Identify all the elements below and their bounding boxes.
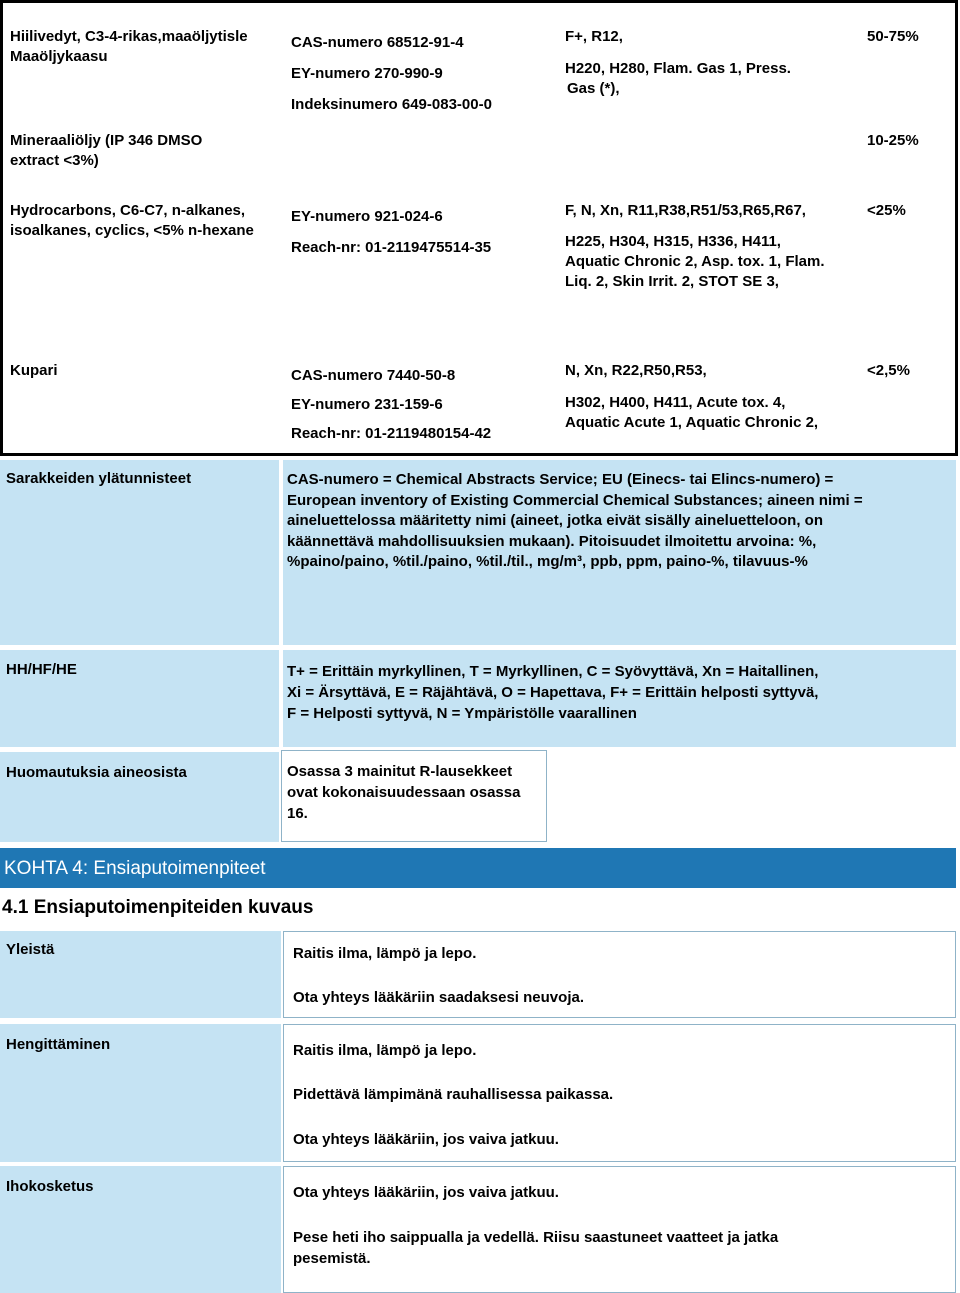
first-aid-item: Ota yhteys lääkäriin saadaksesi neuvoja.: [293, 989, 584, 1006]
hazard-text: T+ = Erittäin myrkyllinen, T = Myrkyllinen, C = Syövyttävä, Xn = Haitallinen, Xi = Ärsyttävä, E = Räjähtävä, O = Hapettava, F+ = Erittäin helposti syttyvä, F = Helposti syttyvä, N = Ympäristölle vaarallinen: [287, 663, 819, 722]
substance-name: Hiilivedyt, C3-4-rikas,maaöljytisle Maaöljykaasu: [10, 28, 248, 65]
substance-concentration: <2,5%: [867, 362, 910, 379]
hazard-label-cell: [0, 650, 279, 747]
first-aid-item: Pidettävä lämpimänä rauhallisessa paikassa.: [293, 1086, 614, 1103]
first-aid-text-cell: [283, 931, 956, 1018]
first-aid-label-cell: [0, 1024, 281, 1162]
substance-concentration: <25%: [867, 202, 906, 219]
notes-label-cell: [0, 460, 279, 645]
substance-name: Hydrocarbons, C6-C7, n-alkanes, isoalkanes, cyclics, <5% n-hexane: [10, 202, 254, 239]
first-aid-label-cell: [0, 1166, 281, 1293]
first-aid-text-cell: [283, 1166, 956, 1293]
substance-ids: CAS-numero 7440-50-8 EY-numero 231-159-6 Reach-nr: 01-2119480154-42: [291, 367, 492, 442]
section-4-heading: KOHTA 4: Ensiaputoimenpiteet: [4, 858, 266, 879]
substance-classification: N, Xn, R22,R50,R53, H302, H400, H411, Acute tox. 4, Aquatic Acute 1, Aquatic Chronic 2,: [565, 362, 819, 431]
section-4-1-heading: 4.1 Ensiaputoimenpiteiden kuvaus: [2, 897, 314, 918]
hazard-label: HH/HF/HE: [6, 661, 77, 678]
notes-text: CAS-numero = Chemical Abstracts Service; EU (Einecs- tai Elincs-numero) = European inventory of Existing Commercial Chemical Substances; aineen nimi = aineluettelossa määritetty nimi (aineet, jotka eivät sisälly aineluetteloon, on käännettävä mahdollisuuksien mukaan). Pitoisuudet ilmoitettu arvoina: %, %paino/paino, %til./paino, %til./til., mg/m³, ppb, ppm, paino-%, tilavuus-%: [287, 471, 863, 570]
substance-ids: CAS-numero 68512-91-4 EY-numero 270-990-9 Indeksinumero 649-083-00-0: [291, 34, 492, 113]
first-aid-item: Ota yhteys lääkäriin, jos vaiva jatkuu.: [293, 1131, 559, 1148]
first-aid-item: Pese heti iho saippualla ja vedellä. Riisu saastuneet vaatteet ja jatka pesemistä.: [293, 1229, 779, 1267]
substance-concentration: 50-75%: [867, 28, 919, 45]
substance-name: Mineraaliöljy (IP 346 DMSO extract <3%): [10, 132, 203, 169]
notes-text-cell: [283, 460, 956, 645]
remarks-text-cell: [281, 750, 547, 842]
substance-classification: F, N, Xn, R11,R38,R51/53,R65,R67, H225, H304, H315, H336, H411, Aquatic Chronic 2, Asp. tox. 1, Flam. Liq. 2, Skin Irrit. 2, STOT SE 3,: [565, 202, 825, 290]
first-aid-item: Ota yhteys lääkäriin, jos vaiva jatkuu.: [293, 1184, 559, 1201]
first-aid-label-general: Yleistä: [6, 941, 55, 958]
substance-concentration: 10-25%: [867, 132, 919, 149]
section-4-heading-bar: [0, 848, 956, 888]
hazard-text-cell: [283, 650, 956, 747]
first-aid-text-cell: [283, 1024, 956, 1162]
first-aid-label-cell: [0, 931, 281, 1018]
substance-ids: EY-numero 921-024-6 Reach-nr: 01-2119475514-35: [291, 208, 492, 256]
remarks-text: Osassa 3 mainitut R-lausekkeet ovat kokonaisuudessaan osassa 16.: [287, 763, 521, 822]
notes-label: Sarakkeiden ylätunnisteet: [6, 470, 192, 487]
substance-classification: F+, R12, H220, H280, Flam. Gas 1, Press. Gas (*),: [565, 28, 791, 97]
substance-name: Kupari: [10, 362, 58, 379]
remarks-label: Huomautuksia aineosista: [6, 764, 187, 781]
remarks-label-cell: [0, 752, 279, 842]
first-aid-label-inhalation: Hengittäminen: [6, 1036, 111, 1053]
first-aid-label-skin: Ihokosketus: [6, 1178, 94, 1195]
first-aid-item: Raitis ilma, lämpö ja lepo.: [293, 945, 477, 962]
first-aid-item: Raitis ilma, lämpö ja lepo.: [293, 1042, 477, 1059]
composition-table: [0, 0, 958, 456]
